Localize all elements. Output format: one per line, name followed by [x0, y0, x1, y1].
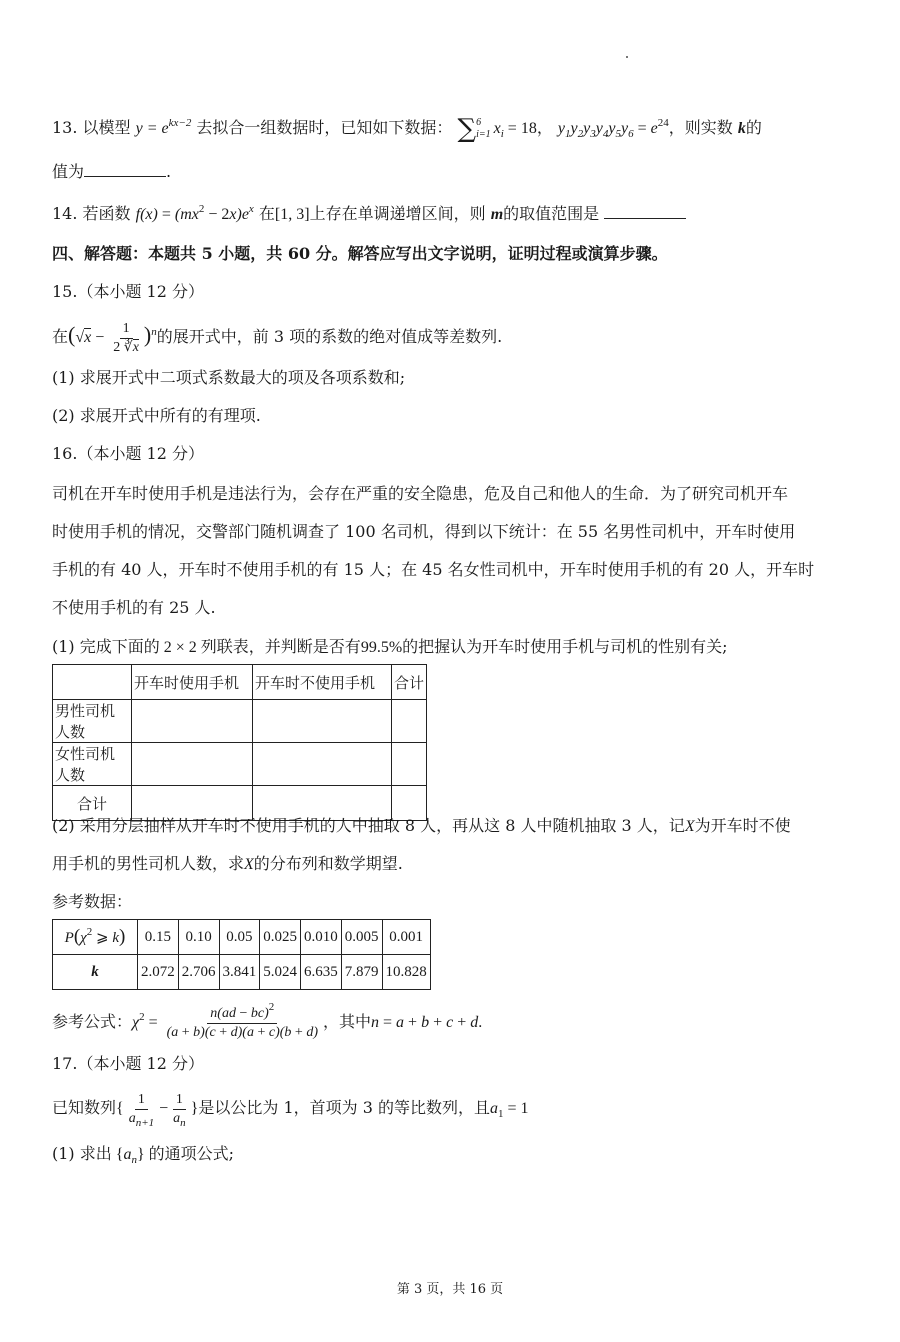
q17-stem-a: 已知数列	[52, 1098, 117, 1117]
var-X: X	[244, 856, 254, 873]
table-header-cell: 开车时不使用手机	[253, 665, 392, 700]
ref-k-cell: 5.024	[260, 955, 301, 990]
table-header-cell: 开车时使用手机	[132, 665, 253, 700]
q13-text: 去拟合一组数据时，已知如下数据：	[196, 118, 453, 137]
q13-line1	[52, 114, 762, 144]
table-cell[interactable]	[253, 743, 392, 786]
q15-binomial-formula: (√x − $\frac{1}{2 ∛x}$ )$^n$	[68, 320, 157, 355]
ref-k-cell: 10.828	[382, 955, 430, 990]
q16-part2-line2	[52, 852, 403, 877]
q16-part1-a: (1) 完成下面的	[52, 637, 160, 656]
table-cell[interactable]	[392, 743, 427, 786]
ref-p-cell: 0.10	[178, 920, 219, 955]
q13-answer-blank[interactable]	[84, 162, 166, 177]
ref-formula-label: 参考公式：	[52, 1012, 133, 1031]
ref-data-label: 参考数据：	[52, 892, 133, 911]
table-header-cell	[53, 665, 132, 700]
ref-p-cell: 0.005	[341, 920, 382, 955]
ref-p-cell: 0.025	[260, 920, 301, 955]
ref-p-cell: 0.15	[138, 920, 179, 955]
table-header-cell: 合计	[392, 665, 427, 700]
q13-sum-value: = 18，	[503, 120, 553, 137]
q16-part1	[52, 635, 728, 660]
chi-square-formula: $\chi^2$ = $\frac{n(ad - bc)^2}{(a + b)(c + d)(a + c)(b + d)}$	[132, 1000, 318, 1040]
q14-line	[52, 202, 686, 227]
table-cell[interactable]	[392, 700, 427, 743]
var-X: X	[684, 818, 695, 835]
q15-header: 15.（本小题 12 分）	[52, 282, 204, 301]
n-definition: n = a + b + c + d.	[371, 1014, 483, 1031]
ref-k-cell: 3.841	[219, 955, 260, 990]
table-cell[interactable]	[132, 700, 253, 743]
q14-text-b: 上存在单调递增区间，则	[309, 204, 486, 223]
q16-confidence: 99.5%	[360, 639, 403, 656]
ref-p-header: $P(\chi^2$ ⩾ k)	[53, 920, 138, 955]
q17-stem-b: 是以公比为 1，首项为 3 的等比数列，且	[198, 1098, 490, 1117]
q13-answer-label: 值为	[52, 162, 85, 181]
table-row-label: 合计	[53, 786, 132, 821]
q16-para-line: 时使用手机的情况，交警部门随机调查了 100 名司机，得到以下统计：在 55 名男性司机中，开车时使用	[52, 522, 796, 541]
table-row	[53, 743, 427, 786]
ref-k-cell: 2.706	[178, 955, 219, 990]
q17-part1-b: 的通项公式;	[148, 1144, 235, 1163]
q13-product-formula: $y_1y_2y_3y_4y_5y_6 = e^{24}$	[557, 117, 669, 140]
q16-para-line: 不使用手机的有 25 人.	[52, 598, 216, 617]
q13-text-c: 的	[745, 118, 762, 137]
q16-part2-c: 用手机的男性司机人数，求	[52, 854, 245, 873]
ref-k-cell: 7.879	[341, 955, 382, 990]
q16-part2-b: 为开车时不使	[694, 816, 791, 835]
section-heading: 四、解答题：本题共 5 小题，共 60 分。解答应写出文字说明，证明过程或演算步骤。	[52, 244, 668, 263]
q16-part2-d: 的分布列和数学期望.	[253, 854, 403, 873]
ref-p-cell: 0.001	[382, 920, 430, 955]
q17-part1	[52, 1142, 234, 1167]
q17-sequence-formula: { $\frac{1}{a_{n+1}}$ − $\frac{1}{a_n}$ }	[116, 1091, 199, 1129]
table-row	[53, 700, 427, 743]
table-row	[53, 920, 431, 955]
q13-text-b: ，则实数	[668, 118, 733, 137]
table-cell[interactable]	[132, 743, 253, 786]
q13-var-k: k	[737, 120, 746, 137]
ref-k-cell: 2.072	[138, 955, 179, 990]
q16-part2-line1	[52, 814, 791, 839]
scan-speck	[626, 56, 628, 58]
ref-p-cell: 0.010	[301, 920, 342, 955]
q14-text-a: 在	[258, 204, 275, 223]
q13-number: 13. 以模型	[52, 118, 131, 137]
contingency-table	[52, 664, 427, 821]
ref-k-cell: 6.635	[301, 955, 342, 990]
q14-function-formula: $f(x) = (mx^2 - 2x)e^x$	[135, 203, 254, 223]
table-row	[53, 665, 427, 700]
q14-var-m: m	[490, 206, 504, 223]
q15-part2: (2) 求展开式中所有的有理项.	[52, 406, 261, 425]
q17-header: 17.（本小题 12 分）	[52, 1054, 204, 1073]
q17-initial-term: $a_1 = 1$	[489, 1100, 529, 1120]
q16-table-size: 2 × 2	[163, 639, 197, 656]
q14-answer-blank[interactable]	[604, 204, 686, 219]
ref-formula-tail: ，其中	[322, 1012, 371, 1031]
q16-part1-c: 的把握认为开车时使用手机与司机的性别有关;	[402, 637, 728, 656]
q17-part1-a: (1) 求出	[52, 1144, 112, 1163]
q13-period: .	[166, 162, 172, 181]
q17-sequence: $\{a_n\}$	[115, 1146, 145, 1166]
q16-part1-b: 列联表，并判断是否有	[200, 637, 361, 656]
table-row-label: 男性司机人数	[53, 700, 132, 743]
q14-number: 14. 若函数	[52, 204, 131, 223]
q16-header: 16.（本小题 12 分）	[52, 444, 204, 463]
q15-stem-a: 在	[52, 327, 69, 346]
q16-para-line: 司机在开车时使用手机是违法行为，会存在严重的安全隐患，危及自己和他人的生命．为了研究司机开车	[52, 484, 789, 503]
q13-model-formula: $y = e^{kx-2}$	[135, 117, 192, 137]
q13-sum-formula: ∑ 6 i=1 $x_i$	[457, 114, 504, 144]
reference-table	[52, 919, 431, 990]
q14-interval: [1, 3]	[274, 206, 310, 223]
q16-part2-a: (2) 采用分层抽样从开车时不使用手机的人中抽取 8 人，再从这 8 人中随机抽取 3 人，记	[52, 816, 685, 835]
q17-stem	[52, 1088, 529, 1129]
ref-k-header: k	[53, 955, 138, 990]
q13-line2	[52, 160, 171, 184]
ref-formula	[52, 1002, 482, 1043]
ref-p-cell: 0.05	[219, 920, 260, 955]
table-cell[interactable]	[253, 700, 392, 743]
table-row	[53, 955, 431, 990]
q15-part1: (1) 求展开式中二项式系数最大的项及各项系数和;	[52, 368, 406, 387]
q14-text-c: 的取值范围是	[503, 204, 600, 223]
q16-para-line: 手机的有 40 人，开车时不使用手机的有 15 人；在 45 名女性司机中，开车时使用手机的有 20 人，开车时	[52, 560, 815, 579]
q15-stem	[52, 316, 502, 357]
q15-stem-b: 的展开式中，前 3 项的系数的绝对值成等差数列.	[156, 327, 503, 346]
page-footer: 第 3 页，共 16 页	[396, 1282, 504, 1297]
table-row-label: 女性司机人数	[53, 743, 132, 786]
